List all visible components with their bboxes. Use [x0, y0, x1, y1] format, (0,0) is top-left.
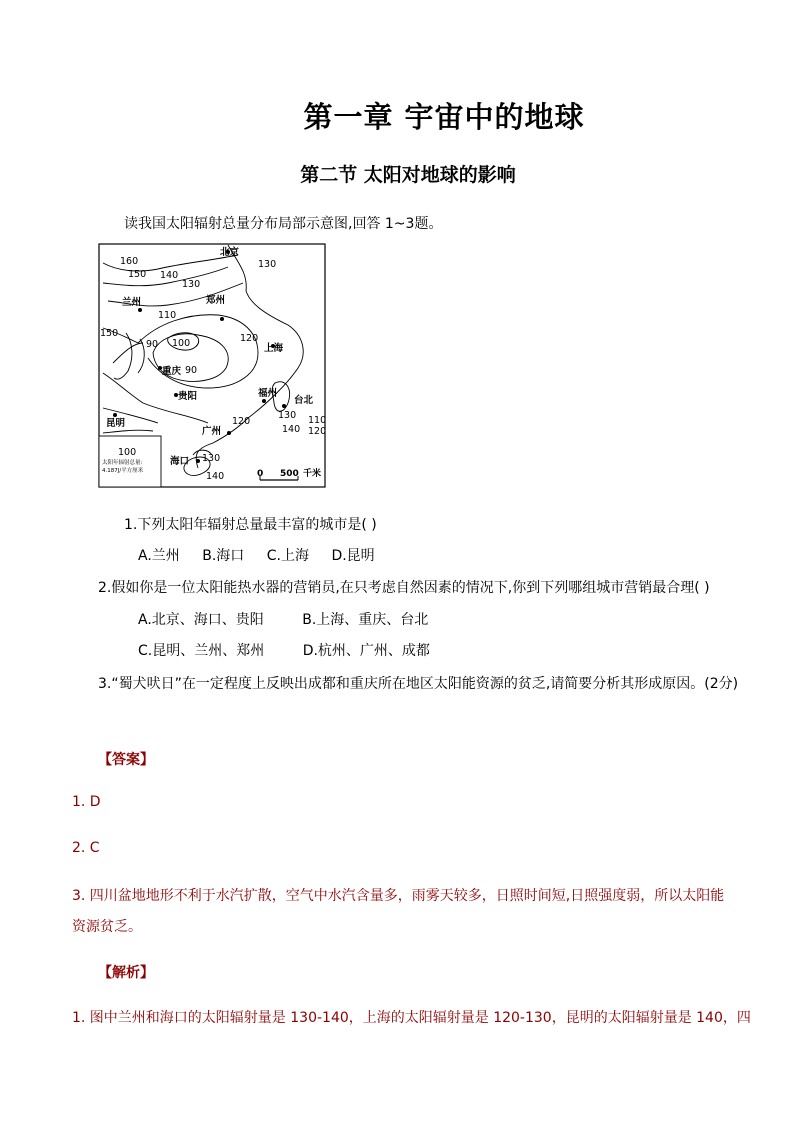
option-d: D.昆明 [331, 548, 375, 564]
isoline-label: 90 [146, 339, 159, 350]
scale-value: 500 [280, 469, 299, 479]
isoline-label: 110 [308, 415, 326, 426]
isoline-label: 160 [120, 256, 139, 267]
question-1: 1.下列太阳年辐射总量最丰富的城市是( ) [124, 517, 377, 533]
isoline-label: 100 [172, 338, 191, 349]
option-c: C.上海 [266, 548, 309, 564]
city-label: 福州 [258, 388, 278, 399]
isoline-label: 130 [258, 259, 277, 270]
city-label: 台北 [294, 395, 314, 406]
legend-unit: 4.187J/平方厘米 [102, 468, 144, 474]
answer-3: 3. 四川盆地地形不利于水汽扩散，空气中水汽含量多，雨雾天较多，日照时间短,日照强度弱，所以太阳能 [72, 888, 725, 904]
isoline-label: 120 [232, 416, 251, 427]
intro-text: 读我国太阳辐射总量分布局部示意图,回答 1~3题。 [124, 216, 443, 232]
question-3: 3.“蜀犬吠日”在一定程度上反映出成都和重庆所在地区太阳能资源的贫乏,请简要分析其形成原因。(2分) [98, 676, 739, 692]
city-label: 贵阳 [178, 391, 198, 402]
isoline-label: 120 [308, 426, 326, 437]
answer-3-continued: 资源贫乏。 [72, 919, 142, 935]
answer-1: 1. D [72, 794, 101, 810]
isoline-label: 90 [185, 365, 198, 376]
isoline-label: 140 [160, 270, 179, 281]
option-b: B.海口 [202, 548, 245, 564]
option-a: A.北京、海口、贵阳 [138, 612, 264, 628]
isoline-label: 130 [182, 279, 201, 290]
city-label: 兰州 [122, 297, 142, 308]
option-c: C.昆明、兰州、郑州 [138, 643, 265, 659]
answer-header: 【答案】 [98, 752, 154, 768]
legend-title: 太阳年辐射总量: [102, 460, 143, 466]
isoline-label: 150 [100, 328, 119, 339]
city-label: 昆明 [106, 418, 126, 429]
analysis-1: 1. 图中兰州和海口的太阳辐射量是 130-140，上海的太阳辐射量是 120-130，昆明的太阳辐射量是 140，四 [72, 1010, 751, 1026]
isoline-label: 120 [240, 333, 259, 344]
city-label: 海口 [170, 456, 190, 467]
question-2-options-row2 [138, 640, 448, 660]
section-title: 第二节 太阳对地球的影响 [300, 164, 516, 186]
option-d: D.杭州、广州、成都 [302, 643, 430, 659]
answer-2: 2. C [72, 840, 100, 856]
isoline-label: 130 [278, 410, 297, 421]
option-a: A.兰州 [138, 548, 180, 564]
question-2-options-row1 [138, 609, 446, 629]
analysis-header: 【解析】 [98, 965, 154, 981]
isoline-label: 130 [202, 453, 221, 464]
isoline-label: 100 [118, 447, 137, 458]
chapter-title: 第一章 宇宙中的地球 [303, 100, 585, 134]
isoline-label: 110 [158, 310, 177, 321]
question-1-options [138, 545, 393, 565]
scale-unit: 千米 [303, 469, 322, 479]
isoline-label: 140 [206, 471, 225, 482]
isoline-label: 150 [128, 269, 147, 280]
city-label: 重庆 [162, 366, 182, 377]
city-label: 北京 [220, 247, 240, 258]
city-label: 郑州 [206, 295, 226, 306]
city-label: 上海 [264, 343, 284, 354]
solar-radiation-map [98, 243, 326, 488]
isoline-label: 140 [282, 424, 301, 435]
city-label: 广州 [202, 426, 222, 437]
question-2: 2.假如你是一位太阳能热水器的营销员,在只考虑自然因素的情况下,你到下列哪组城市营销最合理( ) [98, 580, 710, 596]
option-b: B.上海、重庆、台北 [302, 612, 429, 628]
scale-zero: 0 [257, 469, 264, 479]
